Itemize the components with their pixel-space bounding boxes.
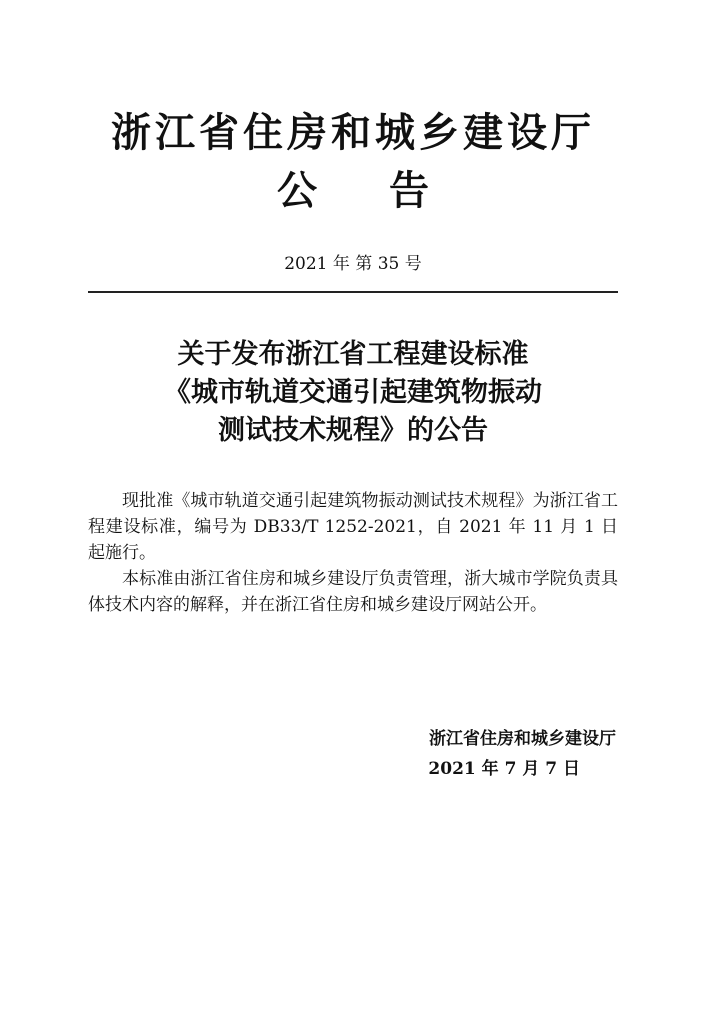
header-divider [88, 291, 618, 293]
document-type-right: 告 [389, 167, 429, 214]
heading-line-1: 关于发布浙江省工程建设标准 [177, 339, 529, 370]
document-type [0, 166, 706, 216]
announcement-body [88, 488, 618, 618]
heading-line-3: 测试技术规程》的公告 [218, 415, 488, 446]
signature-date: 2021 年 7 月 7 日 [428, 759, 580, 779]
heading-line-2: 《城市轨道交通引起建筑物振动 [164, 377, 542, 408]
issuer-title: 浙江省住房和城乡建设厅 [111, 109, 595, 156]
announcement-heading [0, 336, 706, 450]
body-paragraph-1: 现批准《城市轨道交通引起建筑物振动测试技术规程》为浙江省工程建设标准，编号为 DB33/T 1252-2021，自 2021 年 11 月 1 日起施行。 [88, 491, 618, 563]
document-type-left: 公 [277, 167, 317, 214]
document-number: 2021 年 第 35 号 [284, 254, 422, 274]
body-paragraph-2: 本标准由浙江省住房和城乡建设厅负责管理，浙大城市学院负责具体技术内容的解释，并在浙江省住房和城乡建设厅网站公开。 [88, 569, 618, 615]
signature-org: 浙江省住房和城乡建设厅 [429, 729, 616, 749]
signature-block [380, 724, 616, 784]
